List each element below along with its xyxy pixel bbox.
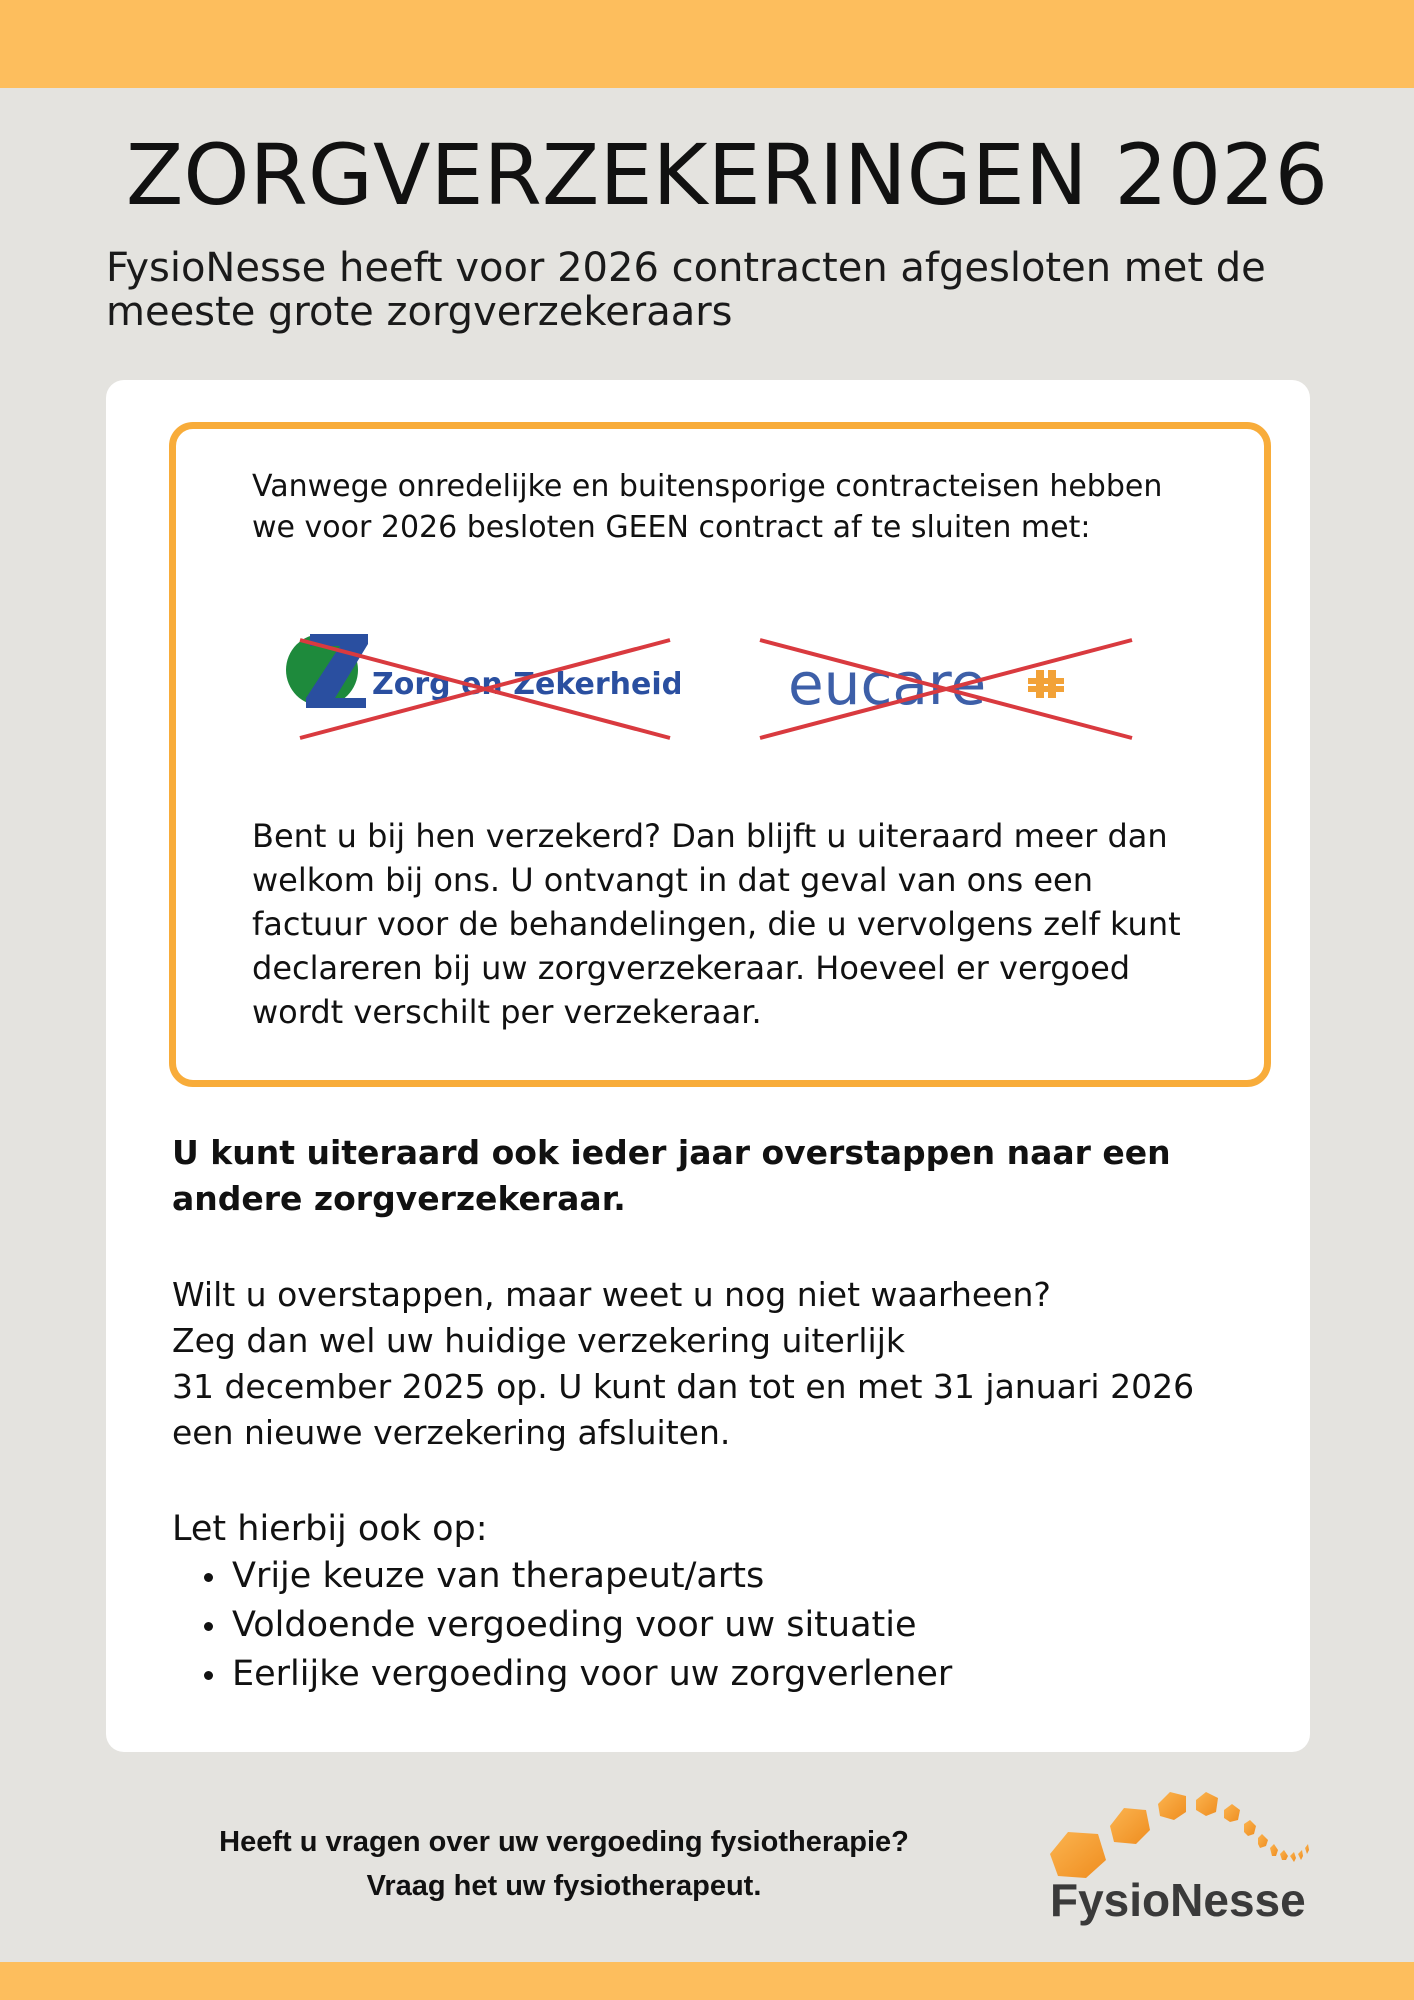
footer-question [130, 1820, 998, 1908]
switch-line: Zeg dan wel uw huidige verzekering uiterlijk [172, 1321, 905, 1360]
page-title: ZORGVERZEKERINGEN 2026 [125, 126, 1329, 224]
eucare-logo-text: eucare [788, 650, 987, 718]
switch-line: Wilt u overstappen, maar weet u nog niet waarheen? [172, 1275, 1051, 1314]
tips-list [172, 1552, 952, 1699]
zorg-en-zekerheid-logo-text: Zorg en Zekerheid [372, 667, 680, 702]
brand-name: FysioNesse [1050, 1874, 1306, 1926]
switch-line: 31 december 2025 op. U kunt dan tot en met 31 januari 2026 [172, 1367, 1195, 1406]
tips-label: Let hierbij ook op: [172, 1509, 488, 1549]
notice-intro-text: Vanwege onredelijke en buitensporige contracteisen hebben we voor 2026 besloten GEEN contract af te sluiten met: [252, 469, 1163, 545]
eucare-logo [752, 608, 1152, 758]
page-subtitle: FysioNesse heeft voor 2026 contracten afgesloten met de meeste grote zorgverzekeraars [106, 245, 1266, 335]
switch-line: een nieuwe verzekering afsluiten. [172, 1413, 731, 1452]
top-accent-band [0, 0, 1414, 88]
list-item: Eerlijke vergoeding voor uw zorgverlener [232, 1650, 952, 1699]
notice-body-text: Bent u bij hen verzekerd? Dan blijft u uiteraard meer dan welkom bij ons. U ontvangt in dat geval van ons een factuur voor de behandelingen, die u vervolgens zelf kunt declareren bij uw zorgverzekeraar. Hoeveel er vergoed wordt verschilt per verzekeraar. [252, 817, 1181, 1031]
list-item: Voldoende vergoeding voor uw situatie [232, 1601, 952, 1650]
bottom-accent-band [0, 1962, 1414, 2000]
switch-instructions [172, 1272, 1282, 1456]
footer-question-line: Heeft u vragen over uw vergoeding fysiotherapie? [219, 1826, 909, 1858]
switch-heading: U kunt uiteraard ook ieder jaar overstappen naar een andere zorgverzekeraar. [172, 1133, 1171, 1218]
footer-question-line: Vraag het uw fysiotherapeut. [366, 1870, 762, 1902]
list-item: Vrije keuze van therapeut/arts [232, 1552, 952, 1601]
zorg-en-zekerheid-logo [280, 608, 680, 758]
